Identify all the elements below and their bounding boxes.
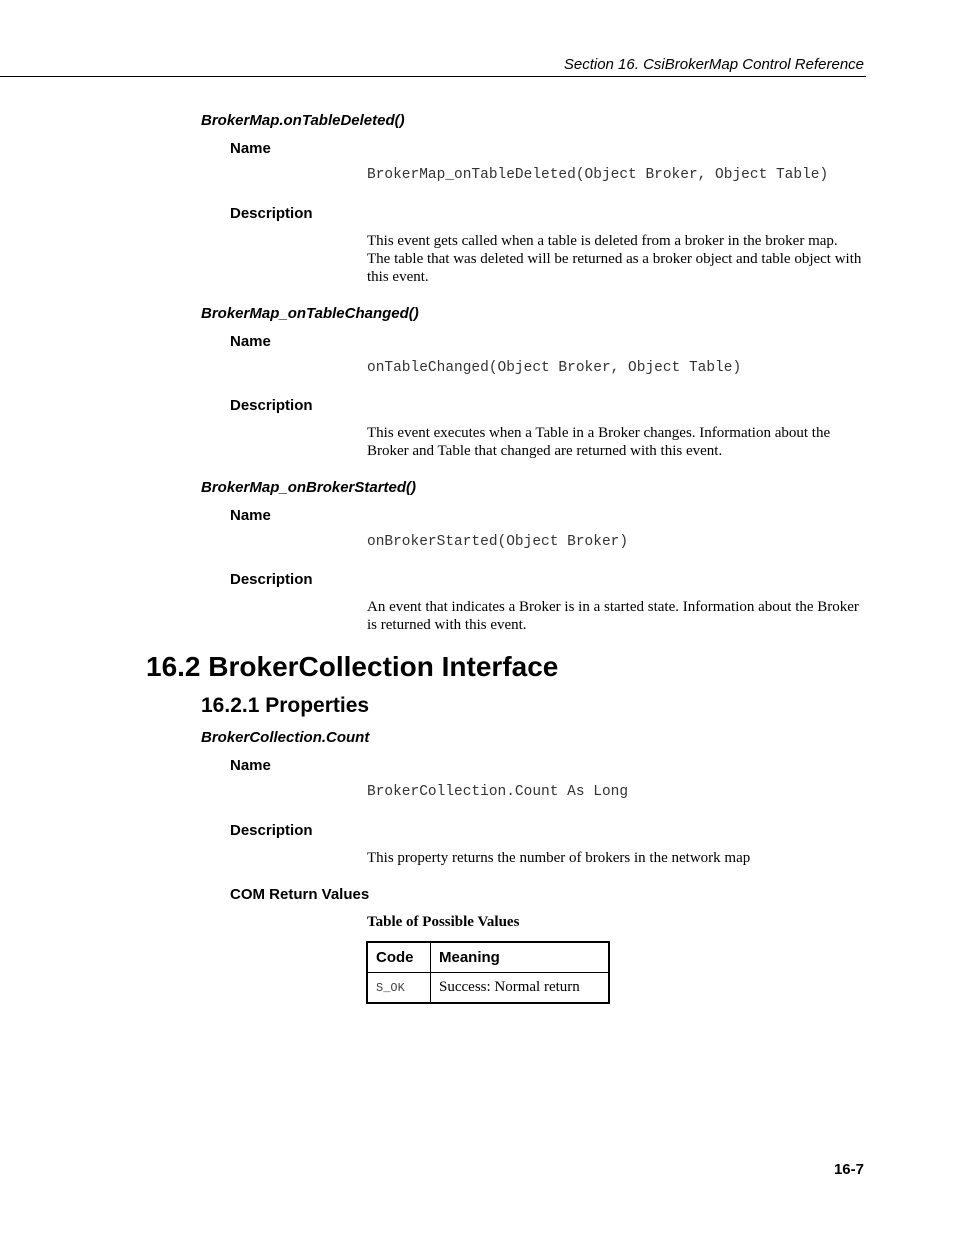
- table-caption: Table of Possible Values: [367, 914, 520, 930]
- section-heading: 16.2 BrokerCollection Interface: [146, 651, 559, 682]
- description-text: This event executes when a Table in a Broker changes. Information about the Broker and Table that changed are returned with this event.: [367, 425, 831, 459]
- name-label: Name: [230, 140, 271, 157]
- description-label: Description: [230, 822, 313, 839]
- name-label: Name: [230, 333, 271, 350]
- header-rule: [0, 76, 866, 77]
- signature-code: BrokerCollection.Count As Long: [367, 784, 629, 800]
- description-text: This event gets called when a table is deleted from a broker in the broker map. The table that was deleted will be returned as a broker object and table object with this event.: [367, 233, 862, 285]
- com-return-values-label: COM Return Values: [230, 886, 370, 903]
- table-cell-code: S_OK: [367, 973, 431, 1004]
- table-cell-meaning: Success: Normal return: [431, 973, 610, 1004]
- member-title-onbrokerstarted: BrokerMap_onBrokerStarted(): [201, 479, 417, 496]
- description-text: An event that indicates a Broker is in a started state. Information about the Broker is returned with this event.: [367, 599, 859, 633]
- page-number: 16-7: [833, 1161, 864, 1178]
- subsection-heading: 16.2.1 Properties: [201, 694, 370, 717]
- description-label: Description: [230, 397, 313, 414]
- name-label: Name: [230, 757, 271, 774]
- column-header-code: Code: [367, 942, 431, 973]
- table-row: [367, 973, 609, 1004]
- description-label: Description: [230, 205, 313, 222]
- possible-values-table: [366, 941, 610, 1004]
- description-text: This property returns the number of brokers in the network map: [367, 850, 751, 866]
- description-label: Description: [230, 571, 313, 588]
- running-header: Section 16. CsiBrokerMap Control Reference: [563, 56, 864, 73]
- signature-code: onTableChanged(Object Broker, Object Table): [367, 360, 742, 376]
- signature-code: BrokerMap_onTableDeleted(Object Broker, Object Table): [367, 167, 829, 183]
- member-title-ontabledeleted: BrokerMap.onTableDeleted(): [201, 112, 405, 129]
- column-header-meaning: Meaning: [431, 942, 610, 973]
- property-title: BrokerCollection.Count: [201, 729, 370, 746]
- member-title-ontablechanged: BrokerMap_onTableChanged(): [201, 305, 419, 322]
- table-header-row: [367, 942, 609, 973]
- signature-code: onBrokerStarted(Object Broker): [367, 534, 629, 550]
- name-label: Name: [230, 507, 271, 524]
